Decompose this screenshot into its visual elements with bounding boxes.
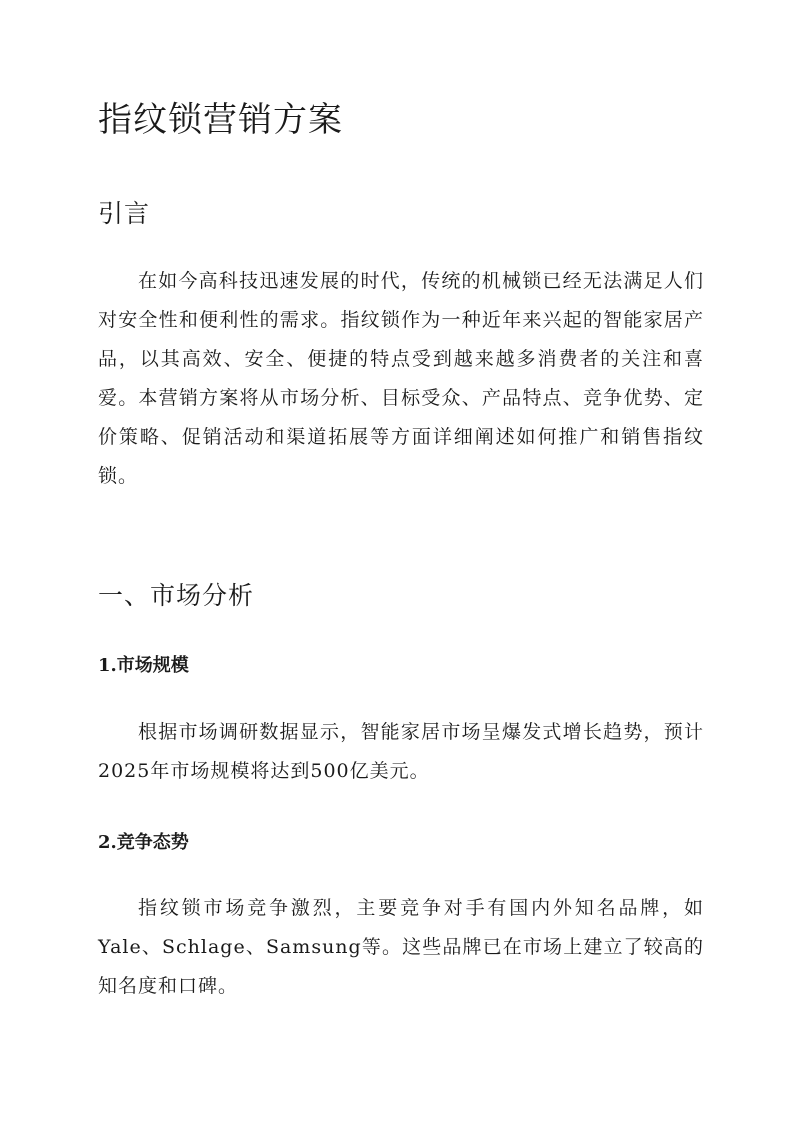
section-heading-market-analysis: 一、市场分析 (98, 581, 255, 610)
subheading-market-size: 1.市场规模 (98, 655, 189, 676)
section-heading-intro: 引言 (98, 199, 151, 228)
document-title: 指纹锁营销方案 (98, 100, 343, 140)
subheading-competition: 2.竞争态势 (98, 832, 189, 853)
intro-paragraph: 在如今高科技迅速发展的时代，传统的机械锁已经无法满足人们对安全性和便利性的需求。指纹锁作为一种近年来兴起的智能家居产品，以其高效、安全、便捷的特点受到越来越多消费者的关注和喜爱。本营销方案将从市场分析、目标受众、产品特点、竞争优势、定价策略、促销活动和渠道拓展等方面详细阐述如何推广和销售指纹锁。 (98, 270, 704, 487)
market-size-paragraph: 根据市场调研数据显示，智能家居市场呈爆发式增长趋势，预计2025年市场规模将达到500亿美元。 (98, 721, 704, 782)
competition-paragraph: 指纹锁市场竞争激烈，主要竞争对手有国内外知名品牌，如Yale、Schlage、Samsung等。这些品牌已在市场上建立了较高的知名度和口碑。 (98, 897, 704, 997)
